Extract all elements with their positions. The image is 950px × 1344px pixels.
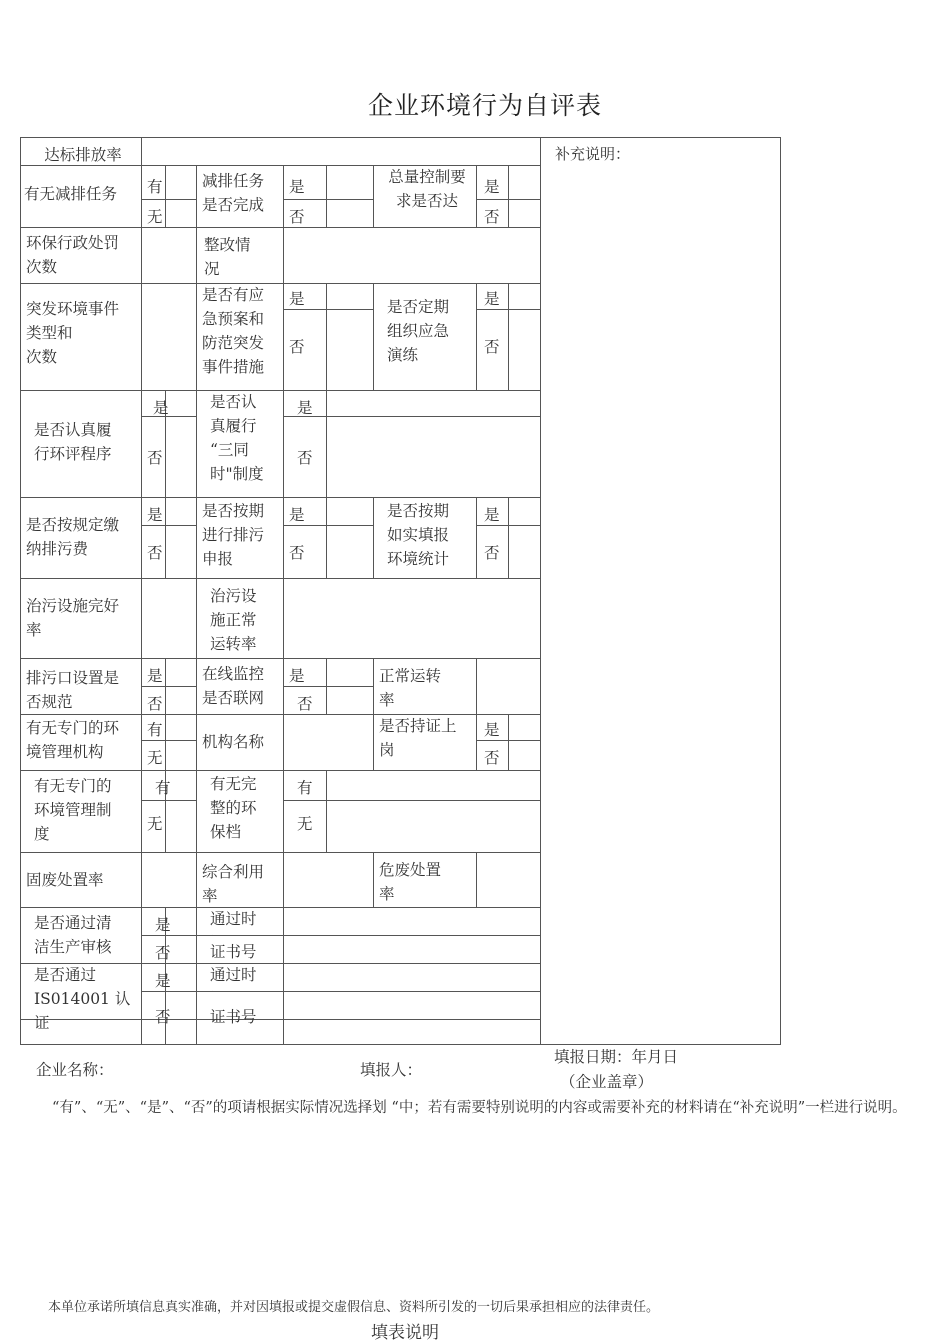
question-archive-complete: 有无完 整的环 保档 [210,775,257,841]
report-date-label: 填报日期：年月日 [554,1048,679,1066]
instruction-note: “有”、“无”、“是”、“否”的项请根据实际情况选择划 “中；若有需要特别说明的内容或需要补充的材料请在“补充说明”一栏进行说明。 [52,1100,907,1116]
v-rule [196,770,197,853]
row-label-facility-integrity: 治污设施完好 率 [26,597,120,639]
option-no: 否 [147,695,163,713]
v-rule [508,165,509,228]
option-yes: 是 [484,721,500,739]
v-rule [141,165,142,228]
question-environmental-statistics: 是否按期 如实填报 环境统计 [387,502,450,568]
question-rectification: 整改情 况 [204,236,251,278]
option-yes: 是 [155,972,171,990]
v-rule [326,497,327,579]
v-rule [476,714,477,771]
option-yes: 是 [484,290,500,308]
row-divider [20,852,541,853]
option-divider [141,686,197,687]
option-divider [196,991,541,992]
row-divider [20,497,541,498]
v-rule [373,165,374,228]
v-rule [476,283,477,391]
row-label-pollution-fee: 是否按规定缴 纳排污费 [26,516,120,558]
v-rule [508,497,509,579]
option-divider [141,525,197,526]
form-title: 企业环境行为自评表 [367,91,602,120]
option-no: 否 [155,1008,171,1026]
option-divider [141,991,197,992]
question-emergency-plan: 是否有应 急预案和 防范突发 事件措施 [202,286,265,376]
option-divider [476,309,541,310]
self-evaluation-table [20,137,781,1045]
option-no: 否 [155,944,171,962]
row-divider [20,658,541,659]
v-rule [476,165,477,228]
v-rule [373,283,374,391]
pledge-statement: 本单位承诺所填信息真实准确，并对因填报或提交虚假信息、资料所引发的一切后果承担相应的法律责任。 [48,1300,660,1315]
v-rule [508,714,509,771]
row-label-emergency-events: 突发环境事件 类型和 次数 [26,300,120,366]
option-has: 有 [297,779,313,797]
row-label-management-agency: 有无专门的环 境管理机构 [26,719,120,761]
v-rule [326,165,327,228]
v-rule [326,283,327,391]
question-utilization-rate: 综合利用 率 [202,863,265,905]
option-divider [141,740,197,741]
option-no: 否 [147,544,163,562]
table-left-border [20,137,21,1045]
v-rule [196,165,197,228]
supplement-label: 补充说明： [555,145,631,163]
v-rule [141,963,142,1045]
question-normal-operation-rate: 正常运转 率 [379,667,442,709]
question-certificate-number: 证书号 [210,943,257,961]
option-divider [476,740,541,741]
v-rule [540,283,541,391]
v-rule [540,165,541,228]
option-divider [283,199,374,200]
option-divider [141,935,197,936]
option-yes: 是 [484,506,500,524]
option-divider [283,416,541,417]
row-label-penalty-count: 环保行政处罚 次数 [26,234,120,276]
v-rule [540,497,541,579]
option-yes: 是 [289,506,305,524]
option-none: 无 [297,815,313,833]
row-label-emission-task: 有无减排任务 [24,185,118,203]
table-top-border [20,137,781,138]
option-divider [476,525,541,526]
option-has: 有 [155,779,171,797]
option-no: 否 [484,749,500,767]
v-rule [476,852,477,908]
option-no: 否 [289,338,305,356]
v-rule [373,497,374,579]
company-seal-label: （企业盖章） [560,1073,654,1091]
option-has: 有 [147,178,163,196]
question-certified-staff: 是否持证上 岗 [379,717,457,759]
row-divider [20,770,541,771]
question-total-control: 总量控制要 求是否达 [388,168,466,210]
option-no: 否 [289,208,305,226]
v-rule [141,770,142,853]
v-rule [373,714,374,771]
v-rule [196,578,197,659]
row-label-outlet-standard: 排污口设置是 否规范 [26,669,120,711]
v-rule [196,852,197,908]
option-no: 否 [297,449,313,467]
table-right-border [780,137,781,1045]
question-agency-name: 机构名称 [202,733,265,751]
v-rule [508,283,509,391]
company-name-label: 企业名称： [36,1061,114,1079]
row-label-solid-waste-rate: 固废处置率 [26,871,104,889]
option-yes: 是 [153,399,169,417]
option-divider [476,199,541,200]
option-yes: 是 [155,916,171,934]
v-rule [476,497,477,579]
option-divider [141,800,197,801]
option-none: 无 [147,815,163,833]
option-divider [196,935,541,936]
question-pass-time: 通过时 [210,910,257,928]
option-yes: 是 [147,506,163,524]
question-reduction-done: 减排任务 是否完成 [202,172,265,214]
option-no: 否 [289,544,305,562]
v-rule [373,852,374,908]
row-label-compliance-rate: 达标排放率 [44,146,122,164]
option-no: 否 [484,208,500,226]
reporter-label: 填报人： [360,1061,423,1079]
option-divider [141,199,197,200]
v-rule [165,165,166,228]
option-yes: 是 [147,667,163,685]
v-rule [141,497,142,579]
option-no: 否 [484,338,500,356]
supplement-column-divider [540,137,541,1045]
question-three-simultaneous: 是否认 真履行 “三同 时"制度 [210,393,264,483]
question-hazardous-disposal-rate: 危废处置 率 [379,861,442,903]
question-pollution-declaration: 是否按期 进行排污 申报 [202,502,265,568]
row-divider [20,578,541,579]
question-certificate-number: 证书号 [210,1008,257,1026]
option-yes: 是 [484,178,500,196]
row-label-cleaner-production: 是否通过清 洁生产审核 [34,914,112,956]
option-yes: 是 [289,667,305,685]
option-none: 无 [147,749,163,767]
question-facility-operation: 治污设 施正常 运转率 [210,587,257,653]
question-online-monitoring: 在线监控 是否联网 [202,665,265,707]
v-rule [196,963,197,1045]
option-yes: 是 [289,178,305,196]
question-pass-time: 通过时 [210,966,257,984]
option-divider [283,309,374,310]
option-has: 有 [147,721,163,739]
option-no: 否 [297,695,313,713]
v-rule [196,390,197,498]
v-rule [326,770,327,853]
option-none: 无 [147,208,163,226]
instructions-heading: 填表说明 [371,1323,439,1343]
option-divider [283,525,374,526]
v-rule [196,227,197,284]
option-divider [283,686,374,687]
row-label-iso14001: 是否通过 IS014001 认 证 [34,966,131,1032]
option-yes: 是 [289,290,305,308]
option-divider [283,800,541,801]
v-rule [196,283,197,391]
v-rule [141,714,142,771]
row-label-management-system: 有无专门的 环境管理制 度 [34,777,112,843]
row-divider [20,227,541,228]
v-rule [540,714,541,771]
option-yes: 是 [297,399,313,417]
option-no: 否 [484,544,500,562]
v-rule [196,714,197,771]
v-rule [476,658,477,715]
option-no: 否 [147,449,163,467]
question-drill: 是否定期 组织应急 演练 [387,298,450,364]
v-rule [326,390,327,498]
row-label-eia-procedure: 是否认真履 行环评程序 [34,421,112,463]
v-rule [196,497,197,579]
v-rule [141,390,142,498]
